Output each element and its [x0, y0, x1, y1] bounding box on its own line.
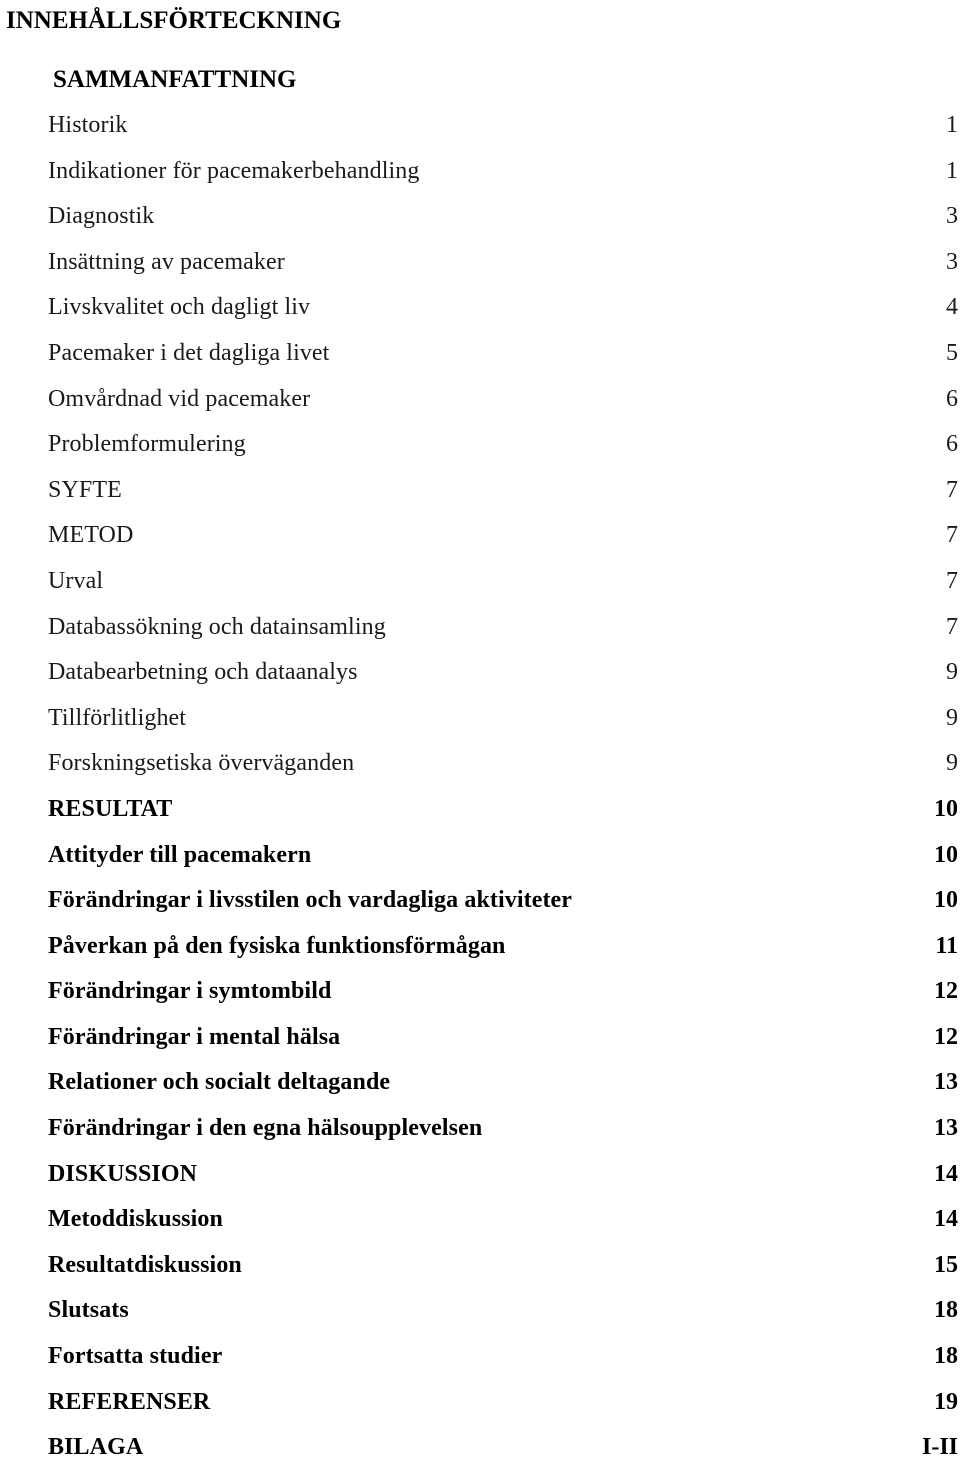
toc-entry-title: Urval	[48, 567, 104, 594]
toc-entry-page-number: 19	[934, 1388, 958, 1415]
toc-entry-page-number: 10	[934, 841, 958, 868]
toc-entry-title: Fortsatta studier	[48, 1343, 223, 1370]
toc-entry[interactable]	[48, 422, 958, 468]
toc-entry-title: Databassökning och datainsamling	[48, 613, 386, 640]
toc-entry-page-number: 9	[946, 750, 958, 777]
toc-entry[interactable]	[48, 513, 958, 559]
toc-entry-title: Omvårdnad vid pacemaker	[48, 385, 311, 412]
toc-subheading: SAMMANFATTNING	[53, 66, 297, 93]
toc-entry[interactable]	[48, 1243, 958, 1289]
toc-entry-page-number: 3	[946, 203, 958, 230]
toc-entry-title: Problemformulering	[48, 431, 246, 458]
toc-entry[interactable]	[48, 1015, 958, 1061]
toc-entry-title: Förändringar i mental hälsa	[48, 1023, 341, 1050]
toc-entry-title: METOD	[48, 522, 134, 549]
toc-entry[interactable]	[48, 285, 958, 331]
toc-entry[interactable]	[48, 741, 958, 787]
toc-entry-page-number: 12	[934, 1023, 958, 1050]
toc-entry-page-number: I-II	[921, 1434, 958, 1461]
toc-entry[interactable]	[48, 924, 958, 970]
toc-entry-title: DISKUSSION	[48, 1160, 198, 1187]
toc-entry[interactable]	[48, 377, 958, 423]
toc-entry-page-number: 9	[946, 704, 958, 731]
toc-entry-title: Indikationer för pacemakerbehandling	[48, 157, 420, 184]
toc-entry-title: Påverkan på den fysiska funktionsförmågan	[48, 932, 506, 959]
toc-entry-page-number: 9	[946, 659, 958, 686]
toc-entry-page-number: 14	[934, 1160, 958, 1187]
toc-entry-title: Pacemaker i det dagliga livet	[48, 339, 330, 366]
toc-entry-title: Förändringar i livsstilen och vardagliga aktiviteter	[48, 887, 573, 914]
toc-entry-page-number: 15	[934, 1251, 958, 1278]
toc-entry-title: Förändringar i symtombild	[48, 978, 332, 1005]
toc-entry-page-number: 18	[934, 1343, 958, 1370]
toc-entry-title: Tillförlitlighet	[48, 704, 187, 731]
toc-entry-page-number: 1	[946, 112, 958, 138]
toc-entry-page-number: 3	[946, 248, 958, 275]
toc-entry[interactable]	[48, 194, 958, 240]
toc-entry[interactable]	[48, 1425, 958, 1471]
toc-entry-page-number: 13	[934, 1069, 958, 1096]
toc-entry-page-number: 7	[946, 567, 958, 594]
toc-heading: INNEHÅLLSFÖRTECKNING	[6, 7, 342, 34]
toc-entry-title: Resultatdiskussion	[48, 1251, 242, 1278]
toc-entry-title: Relationer och socialt deltagande	[48, 1069, 391, 1096]
toc-entry[interactable]	[48, 103, 958, 149]
toc-entry[interactable]	[48, 1060, 958, 1106]
toc-entry[interactable]	[48, 605, 958, 651]
toc-entry-title: Historik	[48, 112, 128, 138]
toc-entry-title: Metoddiskussion	[48, 1206, 223, 1233]
toc-entry-title: Livskvalitet och dagligt liv	[48, 294, 311, 321]
toc-entry-title: Attityder till pacemakern	[48, 841, 312, 868]
toc-entry-title: Slutsats	[48, 1297, 129, 1324]
toc-entry-title: Insättning av pacemaker	[48, 248, 285, 275]
toc-entry[interactable]	[48, 969, 958, 1015]
toc-entry[interactable]	[48, 1152, 958, 1198]
toc-entry-page-number: 4	[946, 294, 958, 321]
toc-entry-page-number: 7	[946, 476, 958, 503]
toc-entry[interactable]	[48, 696, 958, 742]
toc-entry[interactable]	[48, 833, 958, 879]
toc-entry[interactable]	[48, 559, 958, 605]
toc-entry-page-number: 10	[934, 887, 958, 914]
toc-entry[interactable]	[48, 1380, 958, 1426]
toc-entry[interactable]	[48, 331, 958, 377]
toc-entry-title: Databearbetning och dataanalys	[48, 659, 358, 686]
toc-entry-page-number: 13	[934, 1115, 958, 1142]
toc-entry-page-number: 18	[934, 1297, 958, 1324]
toc-entry-page-number: 7	[946, 613, 958, 640]
toc-entry-page-number: 14	[934, 1206, 958, 1233]
toc-entry-page-number: 6	[946, 431, 958, 458]
toc-entry-title: Diagnostik	[48, 203, 155, 230]
toc-entry-title: SYFTE	[48, 476, 122, 503]
toc-entry[interactable]	[48, 650, 958, 696]
toc-entry[interactable]	[48, 878, 958, 924]
toc-entry-page-number: 12	[934, 978, 958, 1005]
toc-entry[interactable]	[48, 1288, 958, 1334]
toc-entry[interactable]	[48, 1197, 958, 1243]
toc-entry[interactable]	[48, 1106, 958, 1152]
toc-list	[48, 103, 958, 1471]
toc-entry[interactable]	[48, 149, 958, 195]
toc-entry[interactable]	[48, 1334, 958, 1380]
toc-entry-page-number: 5	[946, 339, 958, 366]
toc-entry[interactable]	[48, 240, 958, 286]
toc-entry-page-number: 10	[934, 795, 958, 822]
toc-entry-title: Forskningsetiska överväganden	[48, 750, 355, 777]
toc-entry-title: BILAGA	[48, 1434, 144, 1461]
toc-entry-page-number: 6	[946, 385, 958, 412]
toc-entry-title: RESULTAT	[48, 795, 173, 822]
toc-entry[interactable]	[48, 468, 958, 514]
toc-entry-page-number: 11	[935, 932, 958, 959]
toc-entry[interactable]	[48, 787, 958, 833]
toc-entry-title: Förändringar i den egna hälsoupplevelsen	[48, 1115, 483, 1142]
toc-entry-title: REFERENSER	[48, 1388, 211, 1415]
toc-entry-page-number: 7	[946, 522, 958, 549]
toc-entry-page-number: 1	[946, 157, 958, 184]
